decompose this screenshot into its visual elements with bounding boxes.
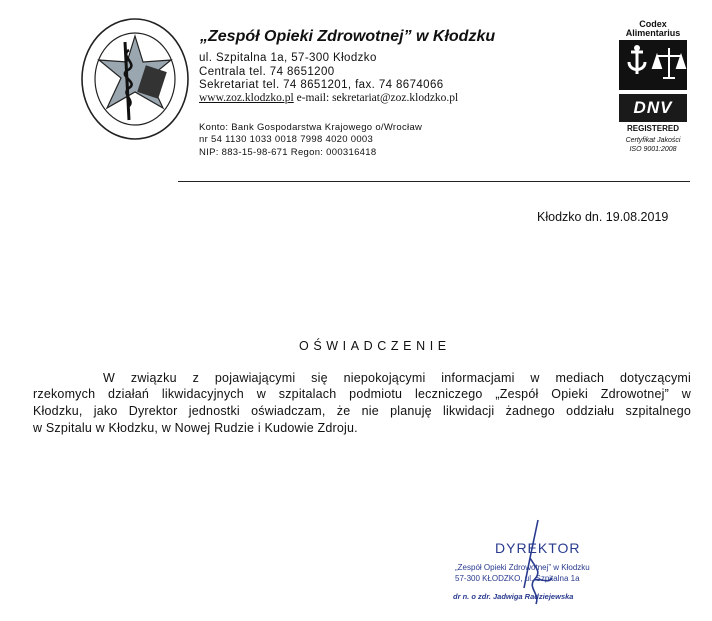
website-link[interactable]: www.zoz.klodzko.pl	[199, 92, 294, 104]
codex-badge-icon	[619, 40, 687, 90]
signature-org: „Zespół Opieki Zdrowotnej” w Kłodzku	[455, 563, 590, 572]
paragraph-line-2: rzekomych działań likwidacyjnych w szpitalach podmiotu leczniczego „Zespół Opieki Zdrowotnej” w	[33, 387, 691, 401]
account-number: nr 54 1130 1033 0018 7998 4020 0003	[199, 134, 374, 145]
contact-line	[199, 92, 458, 104]
paragraph-line-4: w Szpitalu w Kłodzku, w Nowej Rudzie i Kudowie Zdroju.	[33, 421, 358, 435]
signature-address: 57-300 KŁODZKO, ul. Szpitalna 1a	[455, 574, 580, 583]
certificate-standard: ISO 9001:2008	[629, 146, 677, 153]
codex-subtitle: Alimentarius	[625, 28, 681, 38]
certification-block	[617, 20, 689, 190]
tax-ids: NIP: 883-15-98-671 Regon: 000316418	[199, 147, 377, 158]
handwritten-signature	[508, 518, 568, 608]
email-text: e-mail: sekretariat@zoz.klodzko.pl	[296, 92, 459, 104]
paragraph-line-1: W związku z pojawiającymi się niepokojącymi informacjami w mediach dotyczącymi	[103, 371, 691, 385]
signature-title: DYREKTOR	[495, 540, 581, 556]
certificate-name: Certyfikat Jakości	[625, 137, 681, 144]
phone-secretary: Sekretariat tel. 74 8651201, fax. 74 8674066	[199, 79, 444, 91]
signature-name: dr n. o zdr. Jadwiga Radziejewska	[453, 592, 574, 601]
organization-logo	[79, 16, 191, 142]
organization-name: „Zespół Opieki Zdrowotnej” w Kłodzku	[200, 28, 496, 45]
letter-date: Kłodzko dn. 19.08.2019	[537, 210, 669, 224]
address: ul. Szpitalna 1a, 57-300 Kłodzko	[199, 52, 377, 64]
dnv-logo: DNV	[619, 94, 687, 122]
codex-title: Codex	[639, 19, 667, 29]
bank-line: Konto: Bank Gospodarstwa Krajowego o/Wrocław	[199, 122, 423, 133]
registered-label: REGISTERED	[626, 124, 679, 133]
paragraph-line-3: Kłodzku, jako Dyrektor jednostki oświadczam, że nie planuję likwidacji żadnego oddziału szpitalnego	[33, 404, 691, 418]
letter-heading: OŚWIADCZENIE	[299, 339, 451, 353]
header-divider	[178, 181, 690, 182]
phone-main: Centrala tel. 74 8651200	[199, 66, 335, 78]
